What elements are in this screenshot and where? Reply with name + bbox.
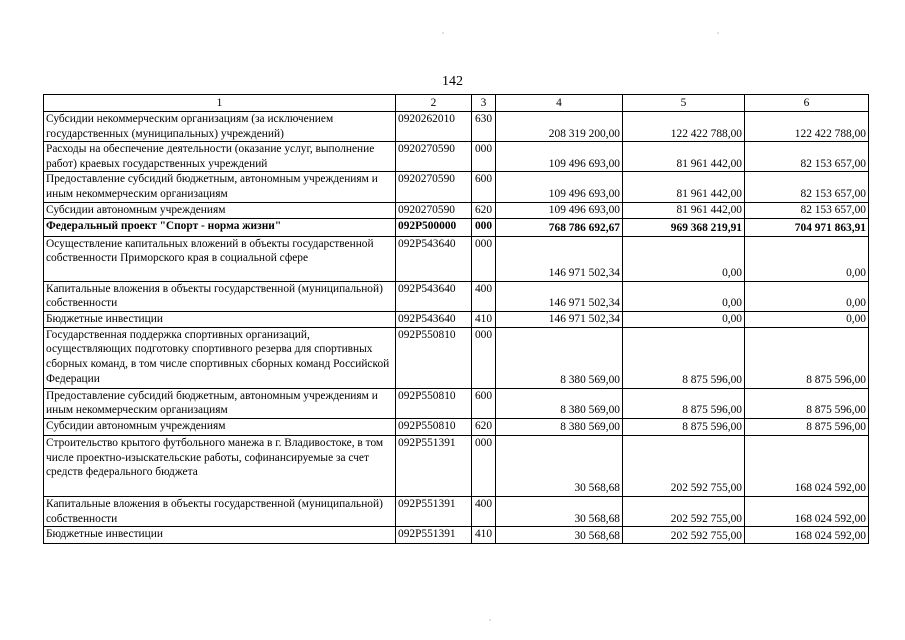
row-expense-type: 400 [472, 496, 496, 526]
row-expense-type: 620 [472, 202, 496, 218]
row-expense-type: 410 [472, 527, 496, 544]
scan-speck [442, 32, 444, 34]
row-amount-col4: 146 971 502,34 [496, 281, 623, 311]
row-name: Осуществление капитальных вложений в объекты государственной собственности Приморского края в социальной сфере [44, 236, 396, 281]
row-expense-type: 600 [472, 388, 496, 418]
row-expense-type: 000 [472, 435, 496, 496]
row-name: Строительство крытого футбольного манежа в г. Владивостоке, в том числе проектно-изыскательские работы, софинансируемые за счет средств федерального бюджета [44, 435, 396, 496]
row-amount-col6: 8 875 596,00 [745, 327, 869, 388]
row-name: Расходы на обеспечение деятельности (оказание услуг, выполнение работ) краевых государственных учреждений [44, 142, 396, 172]
row-expense-type: 000 [472, 218, 496, 236]
row-amount-col6: 8 875 596,00 [745, 388, 869, 418]
row-name: Предоставление субсидий бюджетным, автономным учреждениям и иным некоммерческим организациям [44, 388, 396, 418]
row-amount-col4: 768 786 692,67 [496, 218, 623, 236]
row-name: Государственная поддержка спортивных организаций, осуществляющих подготовку спортивного резерва для спортивных сборных команд, в том числе спортивных сборных команд Российской Федерации [44, 327, 396, 388]
row-code: 092Р551391 [396, 527, 472, 544]
row-amount-col6: 168 024 592,00 [745, 435, 869, 496]
row-expense-type: 000 [472, 327, 496, 388]
row-amount-col6: 0,00 [745, 311, 869, 327]
row-amount-col6: 0,00 [745, 281, 869, 311]
row-code: 092Р543640 [396, 236, 472, 281]
row-code: 092Р550810 [396, 327, 472, 388]
row-amount-col5: 0,00 [623, 281, 745, 311]
row-name: Капитальные вложения в объекты государственной (муниципальной) собственности [44, 496, 396, 526]
row-amount-col4: 8 380 569,00 [496, 388, 623, 418]
row-amount-col4: 208 319 200,00 [496, 112, 623, 142]
row-code: 092Р543640 [396, 311, 472, 327]
row-code: 092Р551391 [396, 496, 472, 526]
row-amount-col5: 81 961 442,00 [623, 202, 745, 218]
row-amount-col5: 969 368 219,91 [623, 218, 745, 236]
row-code: 0920270590 [396, 172, 472, 202]
row-name: Субсидии автономным учреждениям [44, 418, 396, 435]
row-name: Субсидии автономным учреждениям [44, 202, 396, 218]
row-expense-type: 000 [472, 236, 496, 281]
row-expense-type: 630 [472, 112, 496, 142]
row-amount-col4: 8 380 569,00 [496, 418, 623, 435]
row-expense-type: 000 [472, 142, 496, 172]
row-amount-col5: 0,00 [623, 311, 745, 327]
row-amount-col4: 109 496 693,00 [496, 142, 623, 172]
row-code: 0920270590 [396, 142, 472, 172]
column-header-4: 4 [496, 95, 623, 112]
row-amount-col5: 202 592 755,00 [623, 496, 745, 526]
row-amount-col4: 30 568,68 [496, 527, 623, 544]
row-amount-col5: 0,00 [623, 236, 745, 281]
row-name: Предоставление субсидий бюджетным, автономным учреждениям и иным некоммерческим организациям [44, 172, 396, 202]
row-amount-col6: 8 875 596,00 [745, 418, 869, 435]
row-amount-col6: 168 024 592,00 [745, 496, 869, 526]
row-amount-col4: 30 568,68 [496, 496, 623, 526]
row-amount-col5: 8 875 596,00 [623, 388, 745, 418]
scan-speck [489, 619, 491, 621]
row-code: 092Р543640 [396, 281, 472, 311]
row-amount-col5: 81 961 442,00 [623, 172, 745, 202]
row-amount-col4: 109 496 693,00 [496, 202, 623, 218]
row-amount-col6: 704 971 863,91 [745, 218, 869, 236]
row-expense-type: 410 [472, 311, 496, 327]
row-amount-col6: 82 153 657,00 [745, 202, 869, 218]
row-code: 092Р550810 [396, 388, 472, 418]
row-name: Бюджетные инвестиции [44, 527, 396, 544]
column-header-2: 2 [396, 95, 472, 112]
row-name: Федеральный проект "Спорт - норма жизни" [44, 218, 396, 236]
row-amount-col4: 146 971 502,34 [496, 311, 623, 327]
column-header-6: 6 [745, 95, 869, 112]
row-code: 092Р550810 [396, 418, 472, 435]
row-amount-col6: 122 422 788,00 [745, 112, 869, 142]
row-name: Субсидии некоммерческим организациям (за исключением государственных (муниципальных) учреждений) [44, 112, 396, 142]
column-header-1: 1 [44, 95, 396, 112]
column-header-3: 3 [472, 95, 496, 112]
row-name: Бюджетные инвестиции [44, 311, 396, 327]
row-amount-col4: 146 971 502,34 [496, 236, 623, 281]
page-number: 142 [442, 74, 463, 89]
scan-speck [717, 32, 719, 34]
row-amount-col6: 0,00 [745, 236, 869, 281]
row-expense-type: 400 [472, 281, 496, 311]
row-amount-col5: 8 875 596,00 [623, 327, 745, 388]
row-name: Капитальные вложения в объекты государственной (муниципальной) собственности [44, 281, 396, 311]
row-expense-type: 600 [472, 172, 496, 202]
row-code: 0920270590 [396, 202, 472, 218]
row-amount-col5: 8 875 596,00 [623, 418, 745, 435]
row-amount-col6: 82 153 657,00 [745, 142, 869, 172]
column-header-5: 5 [623, 95, 745, 112]
row-amount-col4: 8 380 569,00 [496, 327, 623, 388]
row-amount-col6: 82 153 657,00 [745, 172, 869, 202]
row-amount-col5: 202 592 755,00 [623, 527, 745, 544]
row-amount-col4: 109 496 693,00 [496, 172, 623, 202]
row-code: 092Р500000 [396, 218, 472, 236]
row-expense-type: 620 [472, 418, 496, 435]
row-amount-col5: 122 422 788,00 [623, 112, 745, 142]
row-amount-col5: 81 961 442,00 [623, 142, 745, 172]
row-code: 092Р551391 [396, 435, 472, 496]
row-amount-col5: 202 592 755,00 [623, 435, 745, 496]
row-code: 0920262010 [396, 112, 472, 142]
row-amount-col4: 30 568,68 [496, 435, 623, 496]
row-amount-col6: 168 024 592,00 [745, 527, 869, 544]
